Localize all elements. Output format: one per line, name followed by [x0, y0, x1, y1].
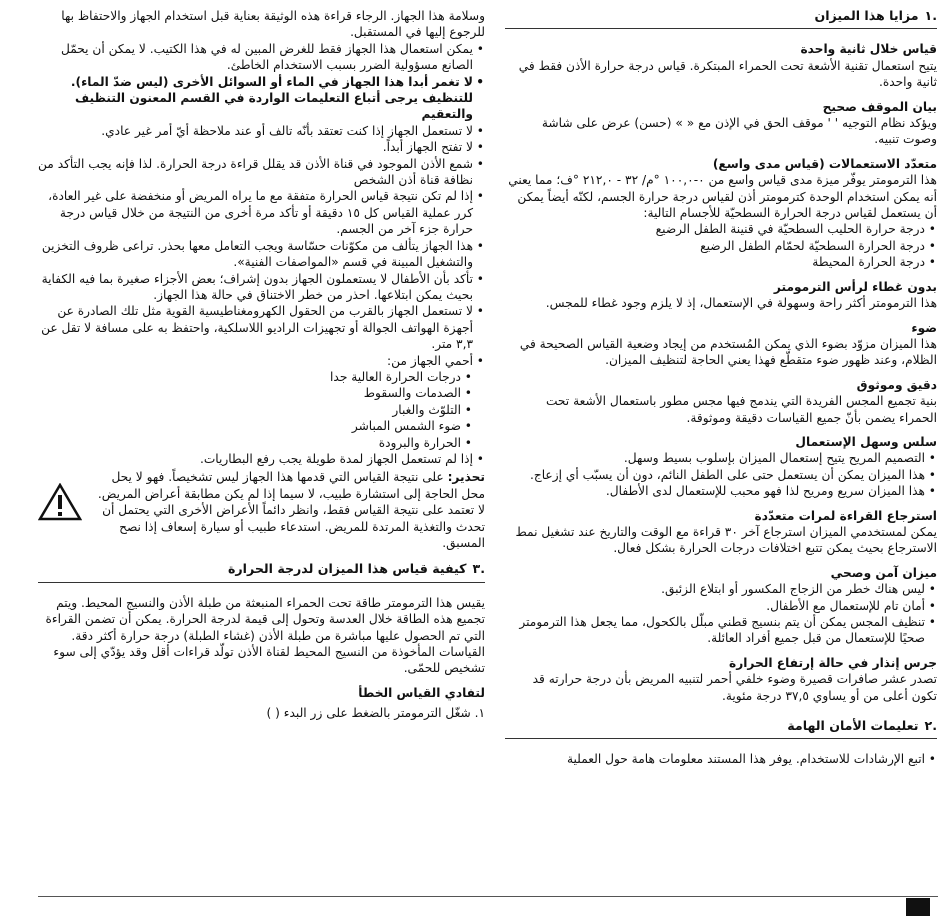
para-intro: وسلامة هذا الجهاز. الرجاء قراءة هذه الوثيقة بعناية قبل استخدام الجهاز والاحتفاظ بها للرجوع إليها في المستقبل.	[61, 9, 485, 40]
heading-position: بيان الموقف صحيح	[822, 99, 937, 114]
heading-recall: استرجاع القراءة لمرات متعدّدة	[754, 508, 937, 523]
para-s3-1: يقيس هذا الترمومتر طاقة تحت الحمراء المنبعثة من طبلة الأذن والنسيج المحيط. ويتم تجميع هذه الطاقة خلال العدسة وتحول إلى قيمة لدرجة الحرارة. يمكن أن تضمن القراءة التي تم الحصول عليها مباشرة من طبلة الأذن (غشاء الطبلة) درجة حرارة أكثر دقة.	[45, 595, 485, 643]
list-item: • لا تستعمل الجهاز بالقرب من الحقول الكهرومغناطيسية القوية مثل تلك الصادرة عن أجهزة الهواتف الجوالة أو تجهيزات الراديو اللاسلكية، واحتفظ به على مسافة لا تقل عن ٣,٣ متر.	[38, 303, 473, 352]
list-item: • اتبع الإرشادات للاستخدام. يوفر هذا المستند معلومات هامة حول العملية	[505, 751, 925, 767]
heading-accurate: دقيق وموثوق	[856, 377, 937, 392]
left-column	[38, 8, 485, 722]
warning-triangle-icon	[38, 483, 82, 521]
para-multi-use: هذا الترمومتر يوفّر ميزة مدى قياس واسع من ٠-١٠٠,٠ °م/ ٣٢ - ٢١٢,٠ °ف؛ مما يعني أنه يمكن استخدام الوحدة كترمومتر أذن لقياس درجة حرارة الجسم، لكنّه أيضاً يمكن أن يستعمل لقياس درجة الحرارة السطحيّة للأجسام التالية:	[508, 173, 937, 221]
section-1-title: .١مزايا هذا الميزان	[505, 8, 937, 29]
para-s3-2: القياسات المأخوذة من النسيج المحيط لقناة الأذن تولّد قراءات أقل وقد يؤدّي إلى سوء تشخيص للحمّى.	[53, 645, 485, 676]
list-item: • درجة حرارة الحليب السطحيّة في قنينة الطفل الرضيع	[505, 221, 925, 237]
list-item: • يمكن استعمال هذا الجهاز فقط للغرض المبين له في هذا الكتيب. لا يمكن أن يحمّل الصانع مسؤولية الضرر بسبب الاستخدام الخاطئ.	[38, 41, 473, 74]
list-item: • شمع الأذن الموجود في قناة الأذن قد يقلل قراءة درجة الحرارة. لذا فإنه يجب التأكد من نظافة قناة أذن الشخص	[38, 156, 473, 189]
heading-multi-use: متعدّد الاستعمالات (قياس مدى واسع)	[712, 156, 937, 171]
list-item: • درجات الحرارة العالية جدا	[38, 369, 461, 385]
list-item: • أحمي الجهاز من:	[38, 353, 473, 369]
warning-box	[38, 469, 485, 551]
para-light: هذا الميزان مزوّد بضوء الذي يمكن المُستخدم من إيجاد وضعية القياس الصحيحة في الظلام، وعند ظهور ضوء متقطّع فهذا يعني الحاجة لتنظيف الميزان.	[519, 336, 937, 368]
list-item: • تأكد بأن الأطفال لا يستعملون الجهاز بدون إشراف؛ بعض الأجزاء صغيرة بما فيه الكفاية بحيث يمكن ابتلاعها. احذر من خطر الاختناق في حالة هذا الجهاز.	[38, 271, 473, 304]
para-no-cover: هذا الترمومتر أكثر راحة وسهولة في الإستعمال، إذ لا يلزم وجود غطاء للمجس.	[545, 296, 937, 311]
list-item: • لا تغمر أبدا هذا الجهاز في الماء أو السوائل الأخرى (ليس ضدّ الماء). للتنظيف يرجى أتباع التعليمات الواردة في القسم المعنون التنظيف والتعقيم	[38, 74, 473, 123]
para-accurate: بنية تجميع المجس الفريدة التي يندمج فيها مجس مطور باستعمال الأشعة تحت الحمراء يضمن بأنّ جميع القياسات دقيقة وموثوقة.	[545, 394, 937, 425]
heading-no-cover: بدون غطاء لرأس الترمومتر	[773, 279, 937, 294]
warning-text: تحذير: على نتيجة القياس التي قدمها هذا الجهاز ليس تشخيصاً. فهو لا يحل محل الحاجة إلى استشارة طبيب، لا سيما إذا لم يكن مطابقة أعراض المريض. لا تعتمد على نتيجة القياس فقط، وانظر دائماً الأعراض الأخرى التي يحتمل أن تحدث والتغذية المرتدة للمريض. استدعاء طبيب أو سيارة إسعاف إذا نصح المسبق.	[97, 470, 485, 550]
battery-list	[38, 451, 485, 467]
para-one-second: يتيح استعمال تقنية الأشعة تحت الحمراء المبتكرة. قياس درجة حرارة الأذن فقط في ثانية واحدة.	[518, 58, 937, 90]
list-item: • التلوّث والغبار	[38, 402, 461, 418]
safety-items-list	[38, 41, 485, 369]
list-item: • إذا لم تكن نتيجة قياس الحرارة متفقة مع ما يراه المريض أو منخفضة على غير العادة، كرر عملية القياس كل ١٥ دقيقة أو تأكد مرة أخرى من النتيجة من خلال قياس درجة حرارة جزء آخر من الجسم.	[38, 188, 473, 237]
safety-list	[505, 751, 937, 767]
list-item: • الصدمات والسقوط	[38, 385, 461, 401]
list-item: • الحرارة والبرودة	[38, 435, 461, 451]
heading-easy: سلس وسهل الإستعمال	[795, 434, 937, 449]
list-item: • لا تستعمل الجهاز إذا كنت تعتقد بأنّه تالف أو عند ملاحظة أيّ أمر غير عادي.	[38, 123, 473, 139]
list-item: • ضوء الشمس المباشر	[38, 418, 461, 434]
para-position: ويؤكد نظام التوجيه ' ' موقف الحق في الإذن مع « » (حسن) عرض على شاشة وصوت تنبيه.	[541, 116, 937, 147]
section-3-title: .٣كيفية قياس هذا الميزان لدرجة الحرارة	[38, 561, 485, 582]
protect-list	[38, 369, 485, 451]
warning-label: تحذير:	[447, 470, 485, 485]
list-item: • درجة الحرارة السطحيّة لحمّام الطفل الرضيع	[505, 238, 925, 254]
heading-safe: ميزان آمن وصحي	[830, 565, 937, 580]
footer-divider	[38, 896, 938, 897]
heading-light: ضوء	[911, 320, 937, 335]
list-item: • درجة الحرارة المحيطة	[505, 254, 925, 270]
easy-list	[505, 450, 937, 499]
list-item: • إذا لم تستعمل الجهاز لمدة طويلة يجب رفع البطاريات.	[38, 451, 473, 467]
heading-fever: جرس إنذار في حالة إرتفاع الحرارة	[729, 655, 937, 670]
list-item: • تنظيف المجس يمكن أن يتم بنسيج قطني مبلّل بالكحول، مما يجعل هذا الترمومتر صحيًا للإستعمال من قبل جميع أفراد العائلة.	[505, 614, 925, 647]
heading-avoid: لتفادي القياس الخطأ	[358, 685, 485, 700]
right-column	[505, 8, 937, 768]
list-item: • هذا الميزان يمكن أن يستعمل حتى على الطفل النائم، دون أن يسبّب أي إزعاج.	[505, 467, 925, 483]
list-item: • ليس هناك خطر من الزجاج المكسور أو ابتلاع الزئبق.	[505, 581, 925, 597]
multi-use-list	[505, 221, 937, 270]
page-number-box	[906, 898, 930, 916]
list-item: • لا تفتح الجهاز أبداً.	[38, 139, 473, 155]
list-item: • هذا الميزان سريع ومريح لذا فهو محبب للإستعمال لدى الأطفال.	[505, 483, 925, 499]
para-fever: تصدر عشر صافرات قصيرة وضوء خلفي أحمر لتنبيه المريض بأن درجة حرارته قد تكون أعلى من أو يساوي ٣٧,٥ درجة مئوية.	[532, 672, 937, 703]
para-recall: يمكن لمستخدمي الميزان استرجاع آخر ٣٠ قراءة مع الوقت والتاريخ عند تشغيل نمط الاسترجاع بحيث يمكن تتبع اختلافات درجات الحرارة بشكل فعال.	[515, 524, 937, 556]
list-item: • التصميم المريح يتيح إستعمال الميزان بإسلوب بسيط وسهل.	[505, 450, 925, 466]
list-item: • هذا الجهاز يتألف من مكوّنات حسّاسة ويجب التعامل معها بحذر. تراعى ظروف التخزين والتشغيل المبينة في قسم «المواصفات الفنية».	[38, 238, 473, 271]
section-2-title: .٢تعليمات الأمان الهامة	[505, 718, 937, 739]
safe-list	[505, 581, 937, 647]
step-1: ١. شغّل الترمومتر بالضغط على زر البدء ( )	[266, 706, 485, 721]
list-item: • أمان تام للإستعمال مع الأطفال.	[505, 598, 925, 614]
heading-one-second: قياس خلال ثانية واحدة	[800, 42, 937, 57]
